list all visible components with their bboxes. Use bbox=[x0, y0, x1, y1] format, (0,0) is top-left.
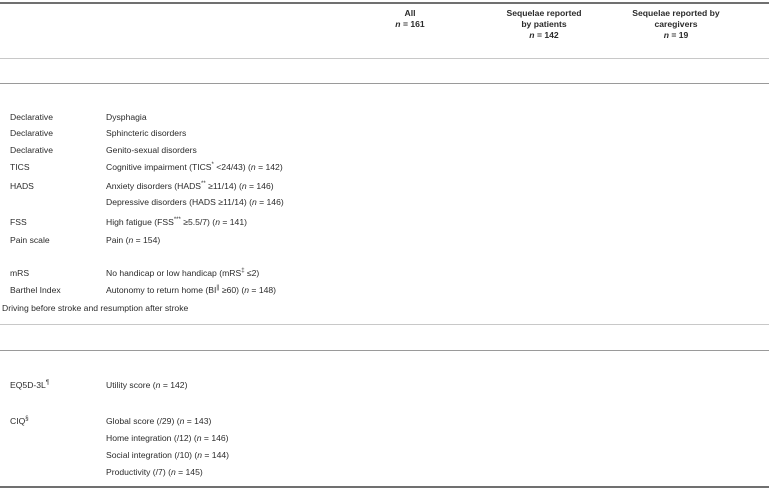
row-description: Genito-sexual disorders bbox=[106, 145, 197, 155]
row-description: Utility score (n = 142) bbox=[106, 380, 188, 390]
row-description: Autonomy to return home (BI|| ≥60) (n = 148) bbox=[106, 285, 277, 295]
section-divider-top bbox=[0, 324, 769, 325]
group-n: n = 19 bbox=[663, 30, 689, 40]
group-title: Sequelae reported bbox=[506, 8, 582, 18]
row-description: High fatigue (FSS*** ≥5.5/7) (n = 141) bbox=[106, 217, 247, 227]
row-description: Home integration (/12) (n = 146) bbox=[106, 433, 229, 443]
table-top-rule bbox=[0, 2, 769, 4]
table-bottom-rule bbox=[0, 486, 769, 488]
row-description: Cognitive impairment (TICS* <24/43) (n = 142) bbox=[106, 162, 283, 172]
row-description: Dysphagia bbox=[106, 112, 147, 122]
group-title: by patients bbox=[521, 19, 567, 29]
row-label: Declarative bbox=[10, 128, 53, 138]
row-description: No handicap or low handicap (mRS‡ ≤2) bbox=[106, 268, 260, 278]
row-label: Declarative bbox=[10, 112, 53, 122]
row-label: Driving before stroke and resumption after stroke bbox=[2, 303, 189, 313]
row-description: Social integration (/10) (n = 144) bbox=[106, 450, 230, 460]
row-description: Anxiety disorders (HADS** ≥11/14) (n = 146) bbox=[106, 181, 274, 191]
section-divider-bottom bbox=[0, 350, 769, 351]
row-label: Barthel Index bbox=[10, 285, 61, 295]
row-label: mRS bbox=[10, 268, 30, 278]
row-label: Declarative bbox=[10, 145, 53, 155]
header-divider bbox=[0, 58, 769, 59]
row-label: HADS bbox=[10, 181, 34, 191]
row-label: FSS bbox=[10, 217, 27, 227]
row-description: Depressive disorders (HADS ≥11/14) (n = 146) bbox=[106, 197, 284, 207]
group-n: n = 142 bbox=[529, 30, 559, 40]
row-description: Productivity (/7) (n = 145) bbox=[106, 467, 203, 477]
group-title: Sequelae reported by bbox=[632, 8, 720, 18]
group-title: caregivers bbox=[654, 19, 698, 29]
row-label: TICS bbox=[10, 162, 30, 172]
row-label: CIQ§ bbox=[10, 416, 29, 426]
group-title: All bbox=[404, 8, 416, 18]
row-label: EQ5D-3L¶ bbox=[10, 380, 50, 390]
group-n: n = 161 bbox=[395, 19, 425, 29]
header-bottom-rule bbox=[0, 83, 769, 84]
row-description: Pain (n = 154) bbox=[106, 235, 161, 245]
row-description: Sphincteric disorders bbox=[106, 128, 187, 138]
row-label: Pain scale bbox=[10, 235, 50, 245]
row-description: Global score (/29) (n = 143) bbox=[106, 416, 212, 426]
